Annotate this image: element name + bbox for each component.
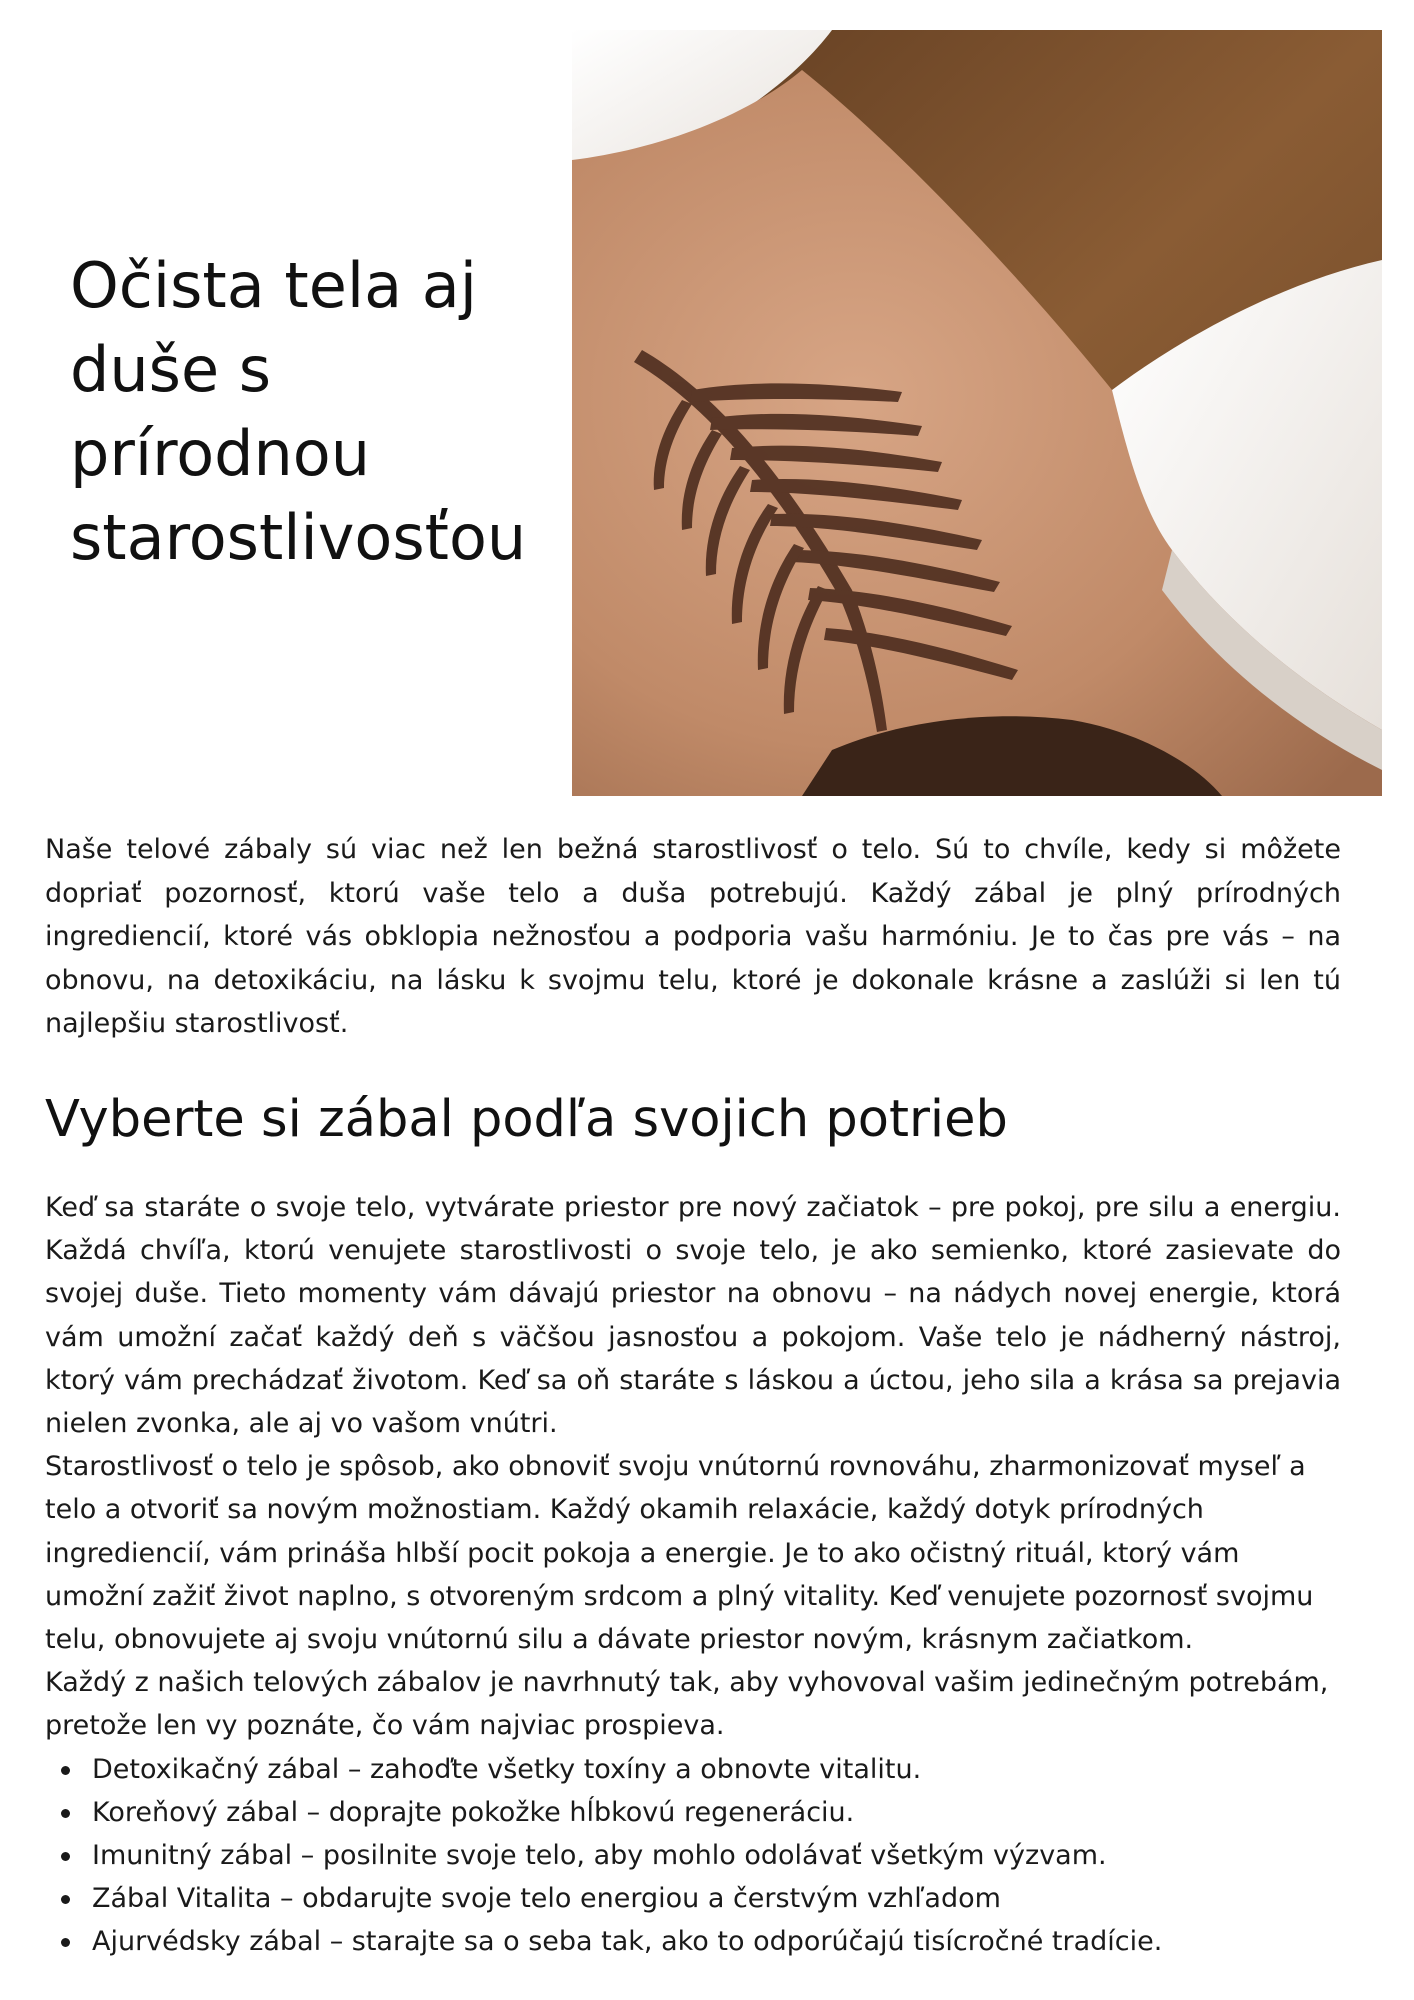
intro-paragraph: Naše telové zábaly sú viac než len bežná starostlivosť o telo. Sú to chvíle, kedy si môžete dopriať pozornosť, ktorú vaše telo a duša potrebujú. Každý zábal je plný prírodných ingrediencií, ktoré vás obklopia nežnosťou a podporia vašu harmóniu. Je to čas pre vás – na obnovu, na detoxikáciu, na lásku k svojmu telu, ktoré je dokonale krásne a zaslúži si len tú najlepšiu starostlivosť.	[45, 834, 1341, 1039]
list-item: Zábal Vitalita – obdarujte svoje telo energiou a čerstvým vzhľadom	[45, 1877, 1341, 1920]
wrap-list	[45, 1748, 1341, 1964]
hero-image	[572, 30, 1382, 796]
body-paragraph: Starostlivosť o telo je spôsob, ako obnoviť svoju vnútornú rovnováhu, zharmonizovať myseľ a telo a otvoriť sa novým možnostiam. Každý okamih relaxácie, každý dotyk prírodných ingrediencií, vám prináša hlbší pocit pokoja a energie. Je to ako očistný rituál, ktorý vám umožní zažiť život naplno, s otvoreným srdcom a plný vitality. Keď venujete pozornosť svojmu telu, obnovujete aj svoju vnútornú silu a dávate priestor novým, krásnym začiatkom.	[45, 1451, 1314, 1656]
list-item: Imunitný zábal – posilnite svoje telo, aby mohlo odolávať všetkým výzvam.	[45, 1834, 1341, 1877]
body-paragraph: Každý z našich telových zábalov je navrhnutý tak, aby vyhovoval vašim jedinečným potrebám, pretože len vy poznáte, čo vám najviac prospieva.	[45, 1667, 1329, 1742]
body-paragraph: Keď sa staráte o svoje telo, vytvárate priestor pre nový začiatok – pre pokoj, pre silu a energiu. Každá chvíľa, ktorú venujete starostlivosti o svoje telo, je ako semienko, ktoré zasievate do svojej duše. Tieto momenty vám dávajú priestor na obnovu – na nádych novej energie, ktorá vám umožní začať každý deň s väčšou jasnosťou a pokojom. Vaše telo je nádherný nástroj, ktorý vám prechádzať životom. Keď sa oň staráte s láskou a úctou, jeho sila a krása sa prejavia nielen zvonka, ale aj vo vašom vnútri.	[45, 1192, 1341, 1440]
list-item: Detoxikačný zábal – zahoďte všetky toxíny a obnovte vitalitu.	[45, 1748, 1341, 1791]
list-item: Koreňový zábal – doprajte pokožke hĺbkovú regeneráciu.	[45, 1791, 1341, 1834]
section-body	[45, 1186, 1341, 1964]
section-title: Vyberte si zábal podľa svojich potrieb	[45, 1090, 1008, 1149]
list-item: Ajurvédsky zábal – starajte sa o seba tak, ako to odporúčajú tisícročné tradície.	[45, 1920, 1341, 1963]
back-with-fern-shadow-photo	[572, 30, 1382, 796]
hero-title: Očista tela aj duše s prírodnou starostlivosťou	[70, 249, 527, 574]
